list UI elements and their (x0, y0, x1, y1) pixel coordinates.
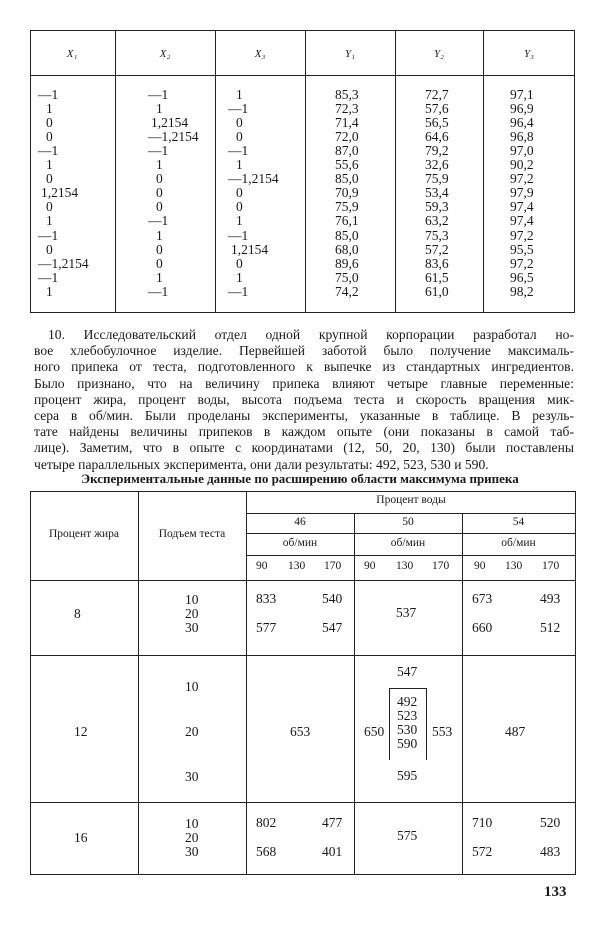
header-x3: X₃ (254, 48, 266, 60)
table-1-cell-x2: 1 (156, 101, 163, 117)
table-2-caption: Экспериментальные данные по расширению области максимума припека (81, 471, 519, 486)
rise-10: 10 (185, 816, 199, 831)
header-x2: X₂ (159, 48, 171, 60)
cell-8-54-d: 512 (540, 620, 561, 635)
cell-12-50-top: 547 (397, 664, 418, 679)
replicate-box (389, 688, 427, 760)
paragraph-line: процент жира, процент воды, высота подъема теста и скорость вращения мик- (34, 391, 574, 407)
table-1-cell-y3: 96,9 (510, 101, 534, 117)
table-1-cell-x2: 0 (156, 255, 163, 271)
replicate-523: 523 (397, 708, 418, 723)
rpm-50-130: 130 (396, 560, 414, 572)
cell-16-50: 575 (397, 828, 418, 843)
table-1-cell-x3: 0 (236, 255, 243, 271)
table-1-cell-y2: 79,2 (425, 143, 449, 159)
cell-16-46-b: 477 (322, 815, 343, 830)
cell-8-54-a: 673 (472, 591, 493, 606)
rise-20: 20 (185, 830, 199, 845)
paragraph-line: 10. Исследовательский отдел одной крупной корпорации разработал но- (48, 327, 574, 342)
rise-30: 30 (185, 769, 199, 784)
table-1-cell-y1: 71,4 (335, 115, 359, 131)
table-1-cell-x1: —1 (38, 87, 59, 102)
table-1-cell-y3: 90,2 (510, 157, 534, 173)
table-1-cell-x1: 0 (46, 115, 53, 131)
table-1-cell-x3: 1 (236, 213, 243, 229)
table-1-cell-y3: 97,4 (510, 213, 534, 229)
header-fat-percent: Процент жира (48, 528, 120, 540)
table-1-cell-y3: 96,8 (510, 129, 534, 145)
cell-12-54: 487 (505, 724, 526, 739)
table-1-cell-x1: 0 (46, 171, 53, 187)
table-1-cell-x2: 0 (156, 171, 163, 187)
table-1-cell-y3: 97,9 (510, 185, 534, 201)
cell-12-50-bottom: 595 (397, 768, 418, 783)
table-1-cell-x1: 1 (46, 283, 53, 299)
cell-12-46: 653 (290, 724, 311, 739)
replicate-590: 590 (397, 736, 418, 751)
paragraph-line: ного припека от теста, подготовленного к выпечке из стандартных ингредиентов. (34, 359, 574, 375)
table-1-cell-y2: 56,5 (425, 115, 449, 131)
rpm-label-46: об/мин (282, 537, 318, 549)
cell-8-46-c: 577 (256, 620, 277, 635)
table-1-cell-y2: 64,6 (425, 129, 449, 145)
table-1-cell-x1: 0 (46, 199, 53, 215)
table-1-cell-y2: 53,4 (425, 185, 449, 201)
table-1-cell-x2: 1 (156, 157, 163, 173)
cell-8-54-c: 660 (472, 620, 493, 635)
table-1-cell-y1: 85,3 (335, 87, 359, 102)
table-1-cell-x1: 1 (46, 213, 53, 229)
cell-12-50-left: 650 (364, 724, 385, 739)
table-1-cell-x3: —1,2154 (228, 171, 279, 187)
cell-16-54-d: 483 (540, 844, 561, 859)
cell-16-54-a: 710 (472, 815, 493, 830)
table-1-cell-y2: 72,7 (425, 87, 449, 102)
cell-8-46-a: 833 (256, 591, 277, 606)
table-1-cell-y1: 85,0 (335, 171, 359, 187)
table-1-cell-y3: 97,4 (510, 199, 534, 215)
table-1-cell-y3: 96,5 (510, 269, 534, 285)
table-1-cell-y3: 97,2 (510, 255, 534, 271)
table-1-cell-y2: 63,2 (425, 213, 449, 229)
table-1-cell-x3: —1 (228, 143, 249, 159)
cell-8-46-d: 547 (322, 620, 343, 635)
rpm-54-170: 170 (542, 560, 560, 572)
fat-level-16: 16 (74, 830, 88, 845)
replicate-492: 492 (397, 694, 418, 709)
table-1-cell-y1: 87,0 (335, 143, 359, 159)
rise-30: 30 (185, 844, 199, 859)
table-1-cell-x3: 1 (236, 157, 243, 173)
rpm-label-50: об/мин (390, 537, 426, 549)
fat-level-12: 12 (74, 724, 88, 739)
table-1-cell-x2: 0 (156, 241, 163, 257)
paragraph-line: вое хлебобулочное изделие. Первейшей заботой было получение максималь- (34, 343, 574, 359)
table-1-cell-y1: 75,9 (335, 199, 359, 215)
table-1-cell-y1: 89,6 (335, 255, 359, 271)
table-1-cell-y2: 75,3 (425, 227, 449, 243)
table-1-cell-x1: —1 (38, 143, 59, 159)
rpm-50-90: 90 (364, 560, 376, 572)
table-1-cell-y1: 76,1 (335, 213, 359, 229)
table-1-cell-x2: —1 (148, 213, 169, 229)
rise-10: 10 (185, 679, 199, 694)
table-1-cell-x2: 1,2154 (151, 115, 189, 131)
cell-16-54-c: 572 (472, 844, 493, 859)
cell-8-50: 537 (396, 605, 417, 620)
table-1-cell-y3: 95,5 (510, 241, 534, 257)
water-50: 50 (402, 516, 414, 528)
table-1-cell-y2: 61,0 (425, 283, 449, 299)
paragraph-line: сера в об/мин. Были проделаны эксперименты, указанные в таблице. В резуль- (34, 407, 574, 423)
table-1-cell-y1: 72,0 (335, 129, 359, 145)
rpm-50-170: 170 (432, 560, 450, 572)
rise-20: 20 (185, 724, 199, 739)
header-y2: Y₂ (434, 48, 444, 60)
header-y3: Y₃ (524, 48, 534, 60)
rpm-46-130: 130 (288, 560, 306, 572)
page-number: 133 (544, 884, 567, 900)
table-1-cell-x1: 1 (46, 101, 53, 117)
rpm-label-54: об/мин (501, 537, 536, 549)
rise-10: 10 (185, 592, 199, 607)
table-1-cell-x2: 0 (156, 185, 163, 201)
paragraph-line: Было признано, что на величину припека влияют четыре главные переменные: (34, 375, 574, 391)
table-1-cell-x3: 1 (236, 269, 243, 285)
table-1-cell-y1: 75,0 (335, 269, 359, 285)
table-1-cell-y2: 57,6 (425, 101, 449, 117)
table-1-cell-y1: 70,9 (335, 185, 359, 201)
table-1-cell-x1: 1 (46, 157, 53, 173)
header-dough-rise: Подъем теста (158, 528, 226, 540)
header-y1: Y₁ (345, 48, 355, 60)
replicate-530: 530 (397, 722, 418, 737)
table-1-cell-x3: 1 (236, 87, 243, 102)
table-1-cell-x1: 0 (46, 129, 53, 145)
header-x1: X₁ (66, 48, 78, 60)
table-1-cell-y3: 97,2 (510, 171, 534, 187)
table-1-cell-x3: 1,2154 (231, 241, 269, 257)
table-1-cell-x1: 1,2154 (41, 185, 79, 201)
table-1-cell-y2: 75,9 (425, 171, 449, 187)
cell-16-54-b: 520 (540, 815, 561, 830)
rpm-46-90: 90 (256, 560, 268, 572)
cell-16-46-c: 568 (256, 844, 277, 859)
cell-8-46-b: 540 (322, 591, 343, 606)
fat-level-8: 8 (74, 606, 81, 621)
table-1-cell-x3: 0 (236, 199, 243, 215)
table-1-cell-y2: 83,6 (425, 255, 449, 271)
table-1-cell-y3: 98,2 (510, 283, 534, 299)
table-1-cell-y2: 59,3 (425, 199, 449, 215)
rpm-54-130: 130 (505, 560, 523, 572)
water-54: 54 (512, 516, 525, 528)
table-1-cell-x2: —1,2154 (148, 129, 199, 145)
table-1-cell-x1: —1 (38, 227, 59, 243)
table-1-cell-y1: 85,0 (335, 227, 359, 243)
table-1-cell-x2: 0 (156, 199, 163, 215)
table-1-cell-y2: 61,5 (425, 269, 449, 285)
problem-paragraph (34, 327, 574, 473)
cell-16-46-a: 802 (256, 815, 277, 830)
table-1-cell-x3: —1 (228, 101, 249, 117)
paragraph-line: тате найдены величины припеков в каждом опыте (они показаны в самой таб- (34, 424, 574, 440)
table-1-cell-y2: 57,2 (425, 241, 449, 257)
water-46: 46 (294, 516, 306, 528)
table-1-cell-x3: —1 (228, 283, 249, 299)
table-1-cell-y3: 96,4 (510, 115, 534, 131)
table-1-cell-x2: —1 (148, 87, 169, 102)
table-1-cell-x1: —1,2154 (38, 255, 89, 271)
cell-12-50-right: 553 (432, 724, 453, 739)
table-1-cell-y1: 72,3 (335, 101, 359, 117)
table-1-cell-y2: 32,6 (425, 157, 449, 173)
table-1-cell-y1: 55,6 (335, 157, 359, 173)
table-1-cell-x2: 1 (156, 269, 163, 285)
table-1-cell-y3: 97,1 (510, 87, 534, 102)
rise-20: 20 (185, 606, 199, 621)
table-1-cell-x3: 0 (236, 185, 243, 201)
header-water-percent: Процент воды (376, 494, 446, 506)
table-1-cell-y1: 74,2 (335, 283, 359, 299)
table-1-cell-x1: 0 (46, 241, 53, 257)
table-1-cell-x3: 0 (236, 129, 243, 145)
table-1-cell-x3: —1 (228, 227, 249, 243)
table-1-cell-x2: 1 (156, 227, 163, 243)
rpm-46-170: 170 (324, 560, 342, 572)
table-1-cell-x3: 0 (236, 115, 243, 131)
cell-16-46-d: 401 (322, 844, 343, 859)
table-1-cell-y3: 97,2 (510, 227, 534, 243)
rise-30: 30 (185, 620, 199, 635)
table-1-cell-x2: —1 (148, 283, 169, 299)
paragraph-line: лице). Заметим, что в опыте с координатами (12, 50, 20, 130) были поставлены (34, 440, 574, 456)
cell-8-54-b: 493 (540, 591, 561, 606)
paragraph-line: четыре параллельных эксперимента, они дали результаты: 492, 523, 530 и 590. (34, 456, 489, 472)
table-1-cell-x1: —1 (38, 269, 59, 285)
table-1-cell-y3: 97,0 (510, 143, 534, 159)
table-1-cell-y1: 68,0 (335, 241, 359, 257)
table-1-cell-x2: —1 (148, 143, 169, 159)
rpm-54-90: 90 (474, 560, 486, 572)
